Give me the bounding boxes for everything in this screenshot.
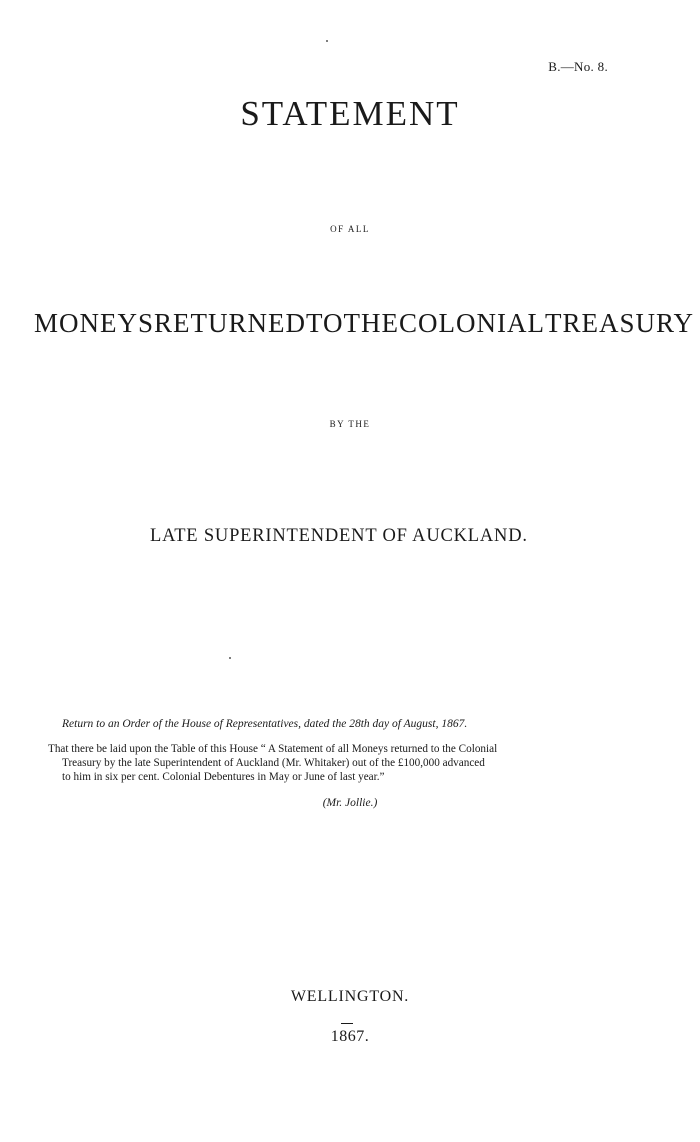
title-word: THE — [343, 308, 400, 338]
order-line: That there be laid upon the Table of this House “ A Statement of all Moneys returned to the Colonial — [48, 743, 498, 755]
print-speck — [326, 40, 328, 42]
document-heading: STATEMENT — [240, 94, 460, 133]
order-text — [48, 742, 668, 784]
subtitle: LATE SUPERINTENDENT OF AUCKLAND. — [150, 526, 528, 546]
title-word: TO — [306, 308, 344, 338]
publication-place: WELLINGTON. — [290, 988, 410, 1005]
main-title — [34, 308, 695, 338]
title-word: COLONIAL — [399, 308, 545, 338]
order-line: to him in six per cent. Colonial Debentures in May or June of last year.” — [62, 771, 385, 783]
title-word: MONEYS — [34, 308, 155, 338]
print-speck — [229, 657, 231, 659]
title-word: TREASURY — [545, 308, 695, 338]
order-line: Treasury by the late Superintendent of Auckland (Mr. Whitaker) out of the £100,000 advanced — [62, 757, 485, 769]
of-all-caption: OF ALL — [330, 224, 370, 234]
title-word: RETURNED — [154, 308, 307, 338]
document-reference: B.—No. 8. — [548, 59, 608, 74]
publication-year: 1867. — [330, 1028, 370, 1045]
by-the-caption: BY THE — [329, 419, 371, 429]
mover-name: (Mr. Jollie.) — [322, 797, 378, 809]
return-order-line: Return to an Order of the House of Representatives, dated the 28th day of August, 1867. — [62, 718, 468, 730]
short-rule — [341, 1023, 353, 1024]
